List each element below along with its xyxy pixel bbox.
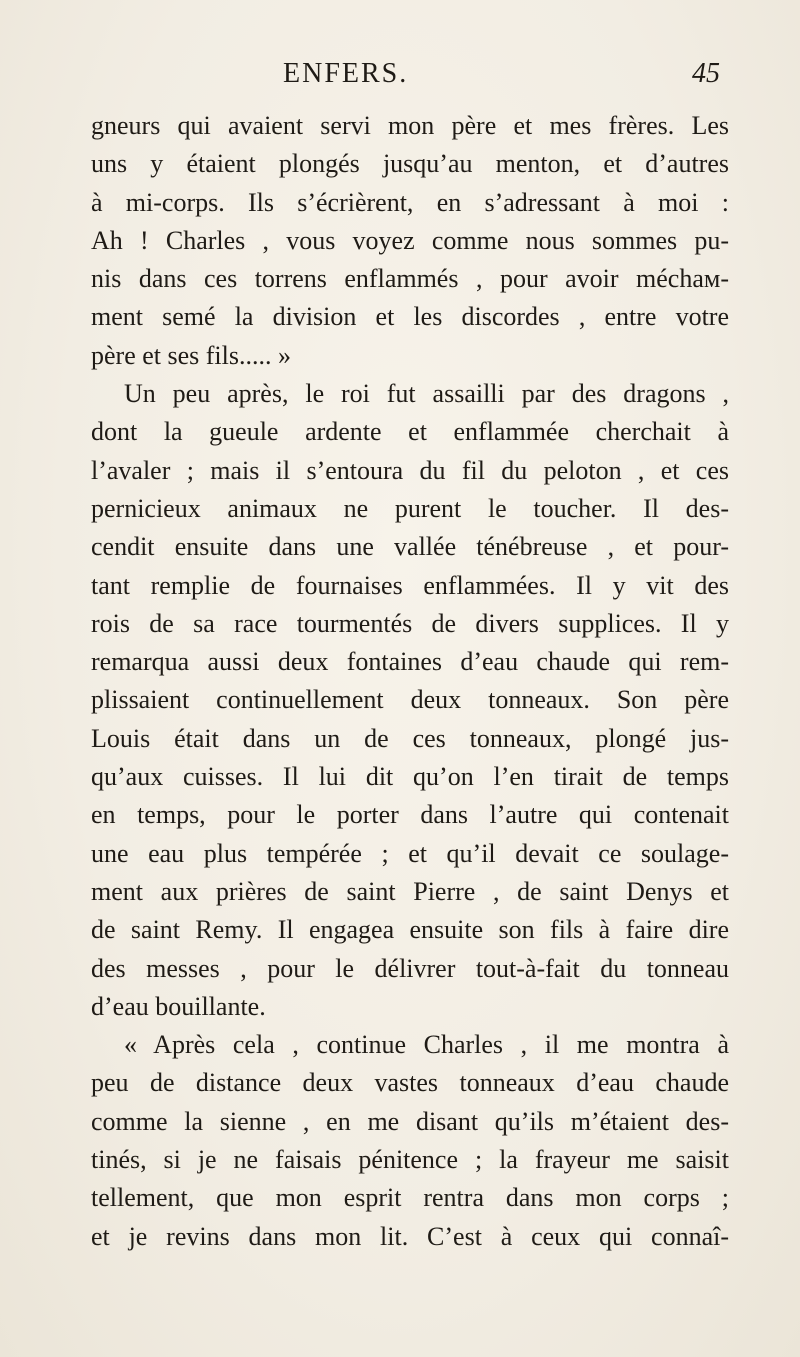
text-line: l’avaler ; mais il s’entoura du fil du peloton , et ces [91, 455, 729, 485]
text-line: ment semé la division et les discordes , entre votre [91, 302, 729, 332]
text-line: ment aux prières de saint Pierre , de saint Denys et [91, 876, 729, 906]
text-line: cendit ensuite dans une vallée ténébreuse , et pour- [91, 532, 729, 562]
text-line: Ah ! Charles , vous voyez comme nous sommes pu- [91, 225, 729, 255]
text-line: tant remplie de fournaises enflammées. Il y vit des [91, 570, 729, 600]
text-line: pernicieux animaux ne purent le toucher. Il des- [91, 493, 729, 523]
text-line: rois de sa race tourmentés de divers supplices. Il y [91, 608, 729, 638]
text-line: père et ses fils..... » [91, 340, 292, 370]
text-line: Un peu après, le roi fut assailli par des dragons , [124, 379, 729, 409]
text-line: peu de distance deux vastes tonneaux d’eau chaude [91, 1068, 729, 1098]
text-line: de saint Remy. Il engagea ensuite son fils à faire dire [91, 915, 729, 945]
page-number: 45 [692, 58, 720, 89]
text-line: nis dans ces torrens enflammés , pour avoir méchам- [91, 264, 729, 294]
page-header [0, 58, 800, 98]
text-line: comme la sienne , en me disant qu’ils m’étaient des- [91, 1106, 729, 1136]
text-line: tellement, que mon esprit rentra dans mon corps ; [91, 1183, 729, 1213]
text-line: en temps, pour le porter dans l’autre qui contenait [91, 800, 729, 830]
text-line: remarqua aussi deux fontaines d’eau chaude qui rem- [91, 647, 729, 677]
running-title: ENFERS. [283, 58, 409, 89]
text-line: d’eau bouillante. [91, 991, 266, 1021]
text-line: tinés, si je ne faisais pénitence ; la frayeur me saisit [91, 1145, 729, 1175]
text-line: uns y étaient plongés jusqu’au menton, et d’autres [91, 149, 729, 179]
text-line: Louis était dans un de ces tonneaux, plongé jus- [91, 723, 729, 753]
text-line: plissaient continuellement deux tonneaux. Son père [91, 685, 729, 715]
text-line: et je revins dans mon lit. C’est à ceux qui connaî- [91, 1221, 729, 1251]
body-text [91, 107, 729, 1256]
text-line: dont la gueule ardente et enflammée cherchait à [91, 417, 729, 447]
text-line: « Après cela , continue Charles , il me montra à [124, 1030, 729, 1060]
text-line: des messes , pour le délivrer tout-à-fait du tonneau [91, 953, 729, 983]
text-line: une eau plus tempérée ; et qu’il devait ce soulage- [91, 838, 729, 868]
text-line: à mi-corps. Ils s’écrièrent, en s’adressant à moi : [91, 187, 729, 217]
text-line: gneurs qui avaient servi mon père et mes frères. Les [91, 111, 729, 140]
text-line: qu’aux cuisses. Il lui dit qu’on l’en tirait de temps [91, 762, 729, 792]
